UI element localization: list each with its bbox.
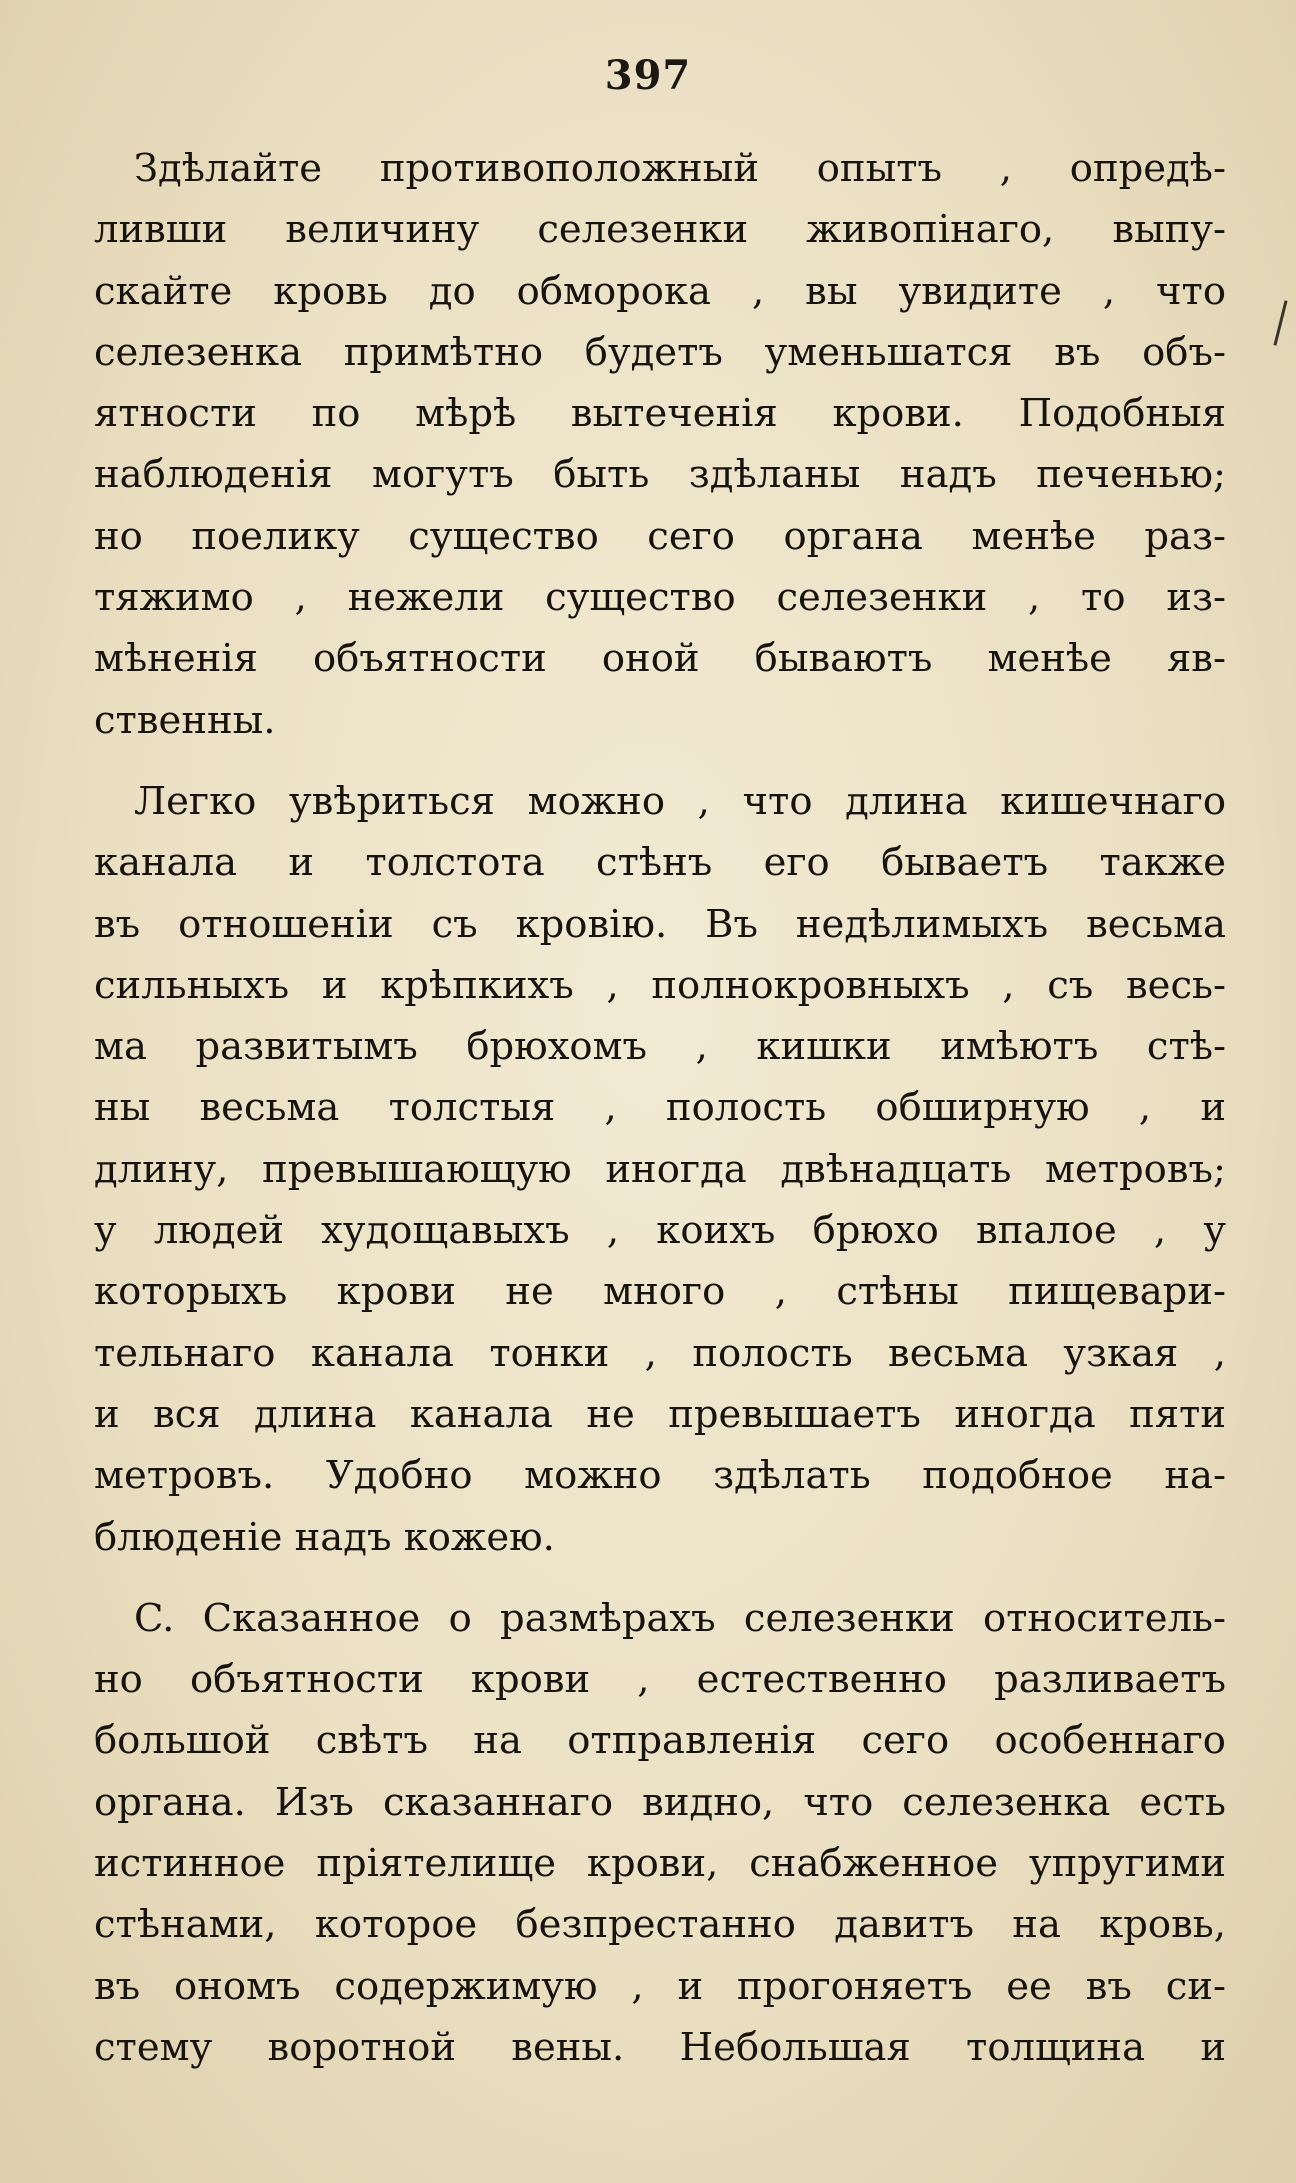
- text-line: блюденіе надъ кожею.: [94, 1514, 555, 1560]
- text-line: мѣненія объятности оной бываютъ менѣе яв-: [94, 636, 1226, 682]
- text-line: ятности по мѣрѣ вытеченія крови. Подобныя: [94, 391, 1226, 437]
- body-text: [94, 138, 1226, 2098]
- text-line: которыхъ крови не много , стѣны пищевари-: [94, 1269, 1226, 1315]
- text-line: C. Сказанное о размѣрахъ селезенки относитель-: [134, 1595, 1226, 1641]
- text-line: ственны.: [94, 697, 276, 743]
- text-line: тельнаго канала тонки , полость весьма узкая ,: [94, 1330, 1226, 1376]
- text-line: ливши величину селезенки живопінаго, выпу-: [94, 207, 1226, 253]
- text-line: наблюденія могутъ быть здѣланы надъ печенью;: [94, 452, 1226, 498]
- text-line: но поелику существо сего органа менѣе раз-: [94, 513, 1226, 559]
- margin-mark: [1273, 300, 1287, 345]
- text-line: сильныхъ и крѣпкихъ , полнокровныхъ , съ весь-: [94, 962, 1226, 1008]
- text-line: Здѣлайте противоположный опытъ , опредѣ-: [134, 146, 1226, 191]
- text-line: у людей худощавыхъ , коихъ брюхо впалое , у: [94, 1208, 1226, 1254]
- text-line: ма развитымъ брюхомъ , кишки имѣютъ стѣ-: [94, 1024, 1226, 1070]
- text-line: въ отношеніи съ кровію. Въ недѣлимыхъ весьма: [94, 901, 1226, 947]
- text-line: но объятности крови , естественно разливаетъ: [94, 1657, 1226, 1703]
- text-line: скайте кровь до обморока , вы увидите , что: [94, 268, 1226, 314]
- paragraph: [94, 138, 1226, 751]
- text-line: тяжимо , нежели существо селезенки , то из-: [94, 575, 1226, 621]
- page-number: 397: [604, 52, 692, 99]
- text-line: длину, превышающую иногда двѣнадцать метровъ;: [94, 1146, 1226, 1192]
- text-line: ны весьма толстыя , полость обширную , и: [94, 1085, 1226, 1131]
- text-line: органа. Изъ сказаннаго видно, что селезенка есть: [94, 1779, 1226, 1825]
- text-line: селезенка примѣтно будетъ уменьшатся въ объ-: [94, 329, 1226, 375]
- text-line: канала и толстота стѣнъ его бываетъ также: [94, 840, 1226, 886]
- text-line: истинное пріятелище крови, снабженное упругими: [94, 1841, 1226, 1887]
- text-line: Легко увѣриться можно , что длина кишечнаго: [134, 778, 1226, 824]
- text-line: стему воротной вены. Небольшая толщина и: [94, 2024, 1226, 2070]
- paragraph: [94, 771, 1226, 1568]
- text-line: и вся длина канала не превышаетъ иногда пяти: [94, 1391, 1226, 1437]
- text-line: большой свѣтъ на отправленія сего особеннаго: [94, 1718, 1226, 1764]
- text-line: стѣнами, которое безпрестанно давитъ на кровь,: [94, 1902, 1226, 1948]
- text-line: метровъ. Удобно можно здѣлать подобное на-: [94, 1453, 1226, 1499]
- text-line: въ ономъ содержимую , и прогоняетъ ее въ си-: [94, 1963, 1226, 2009]
- paragraph: [94, 1588, 1226, 2078]
